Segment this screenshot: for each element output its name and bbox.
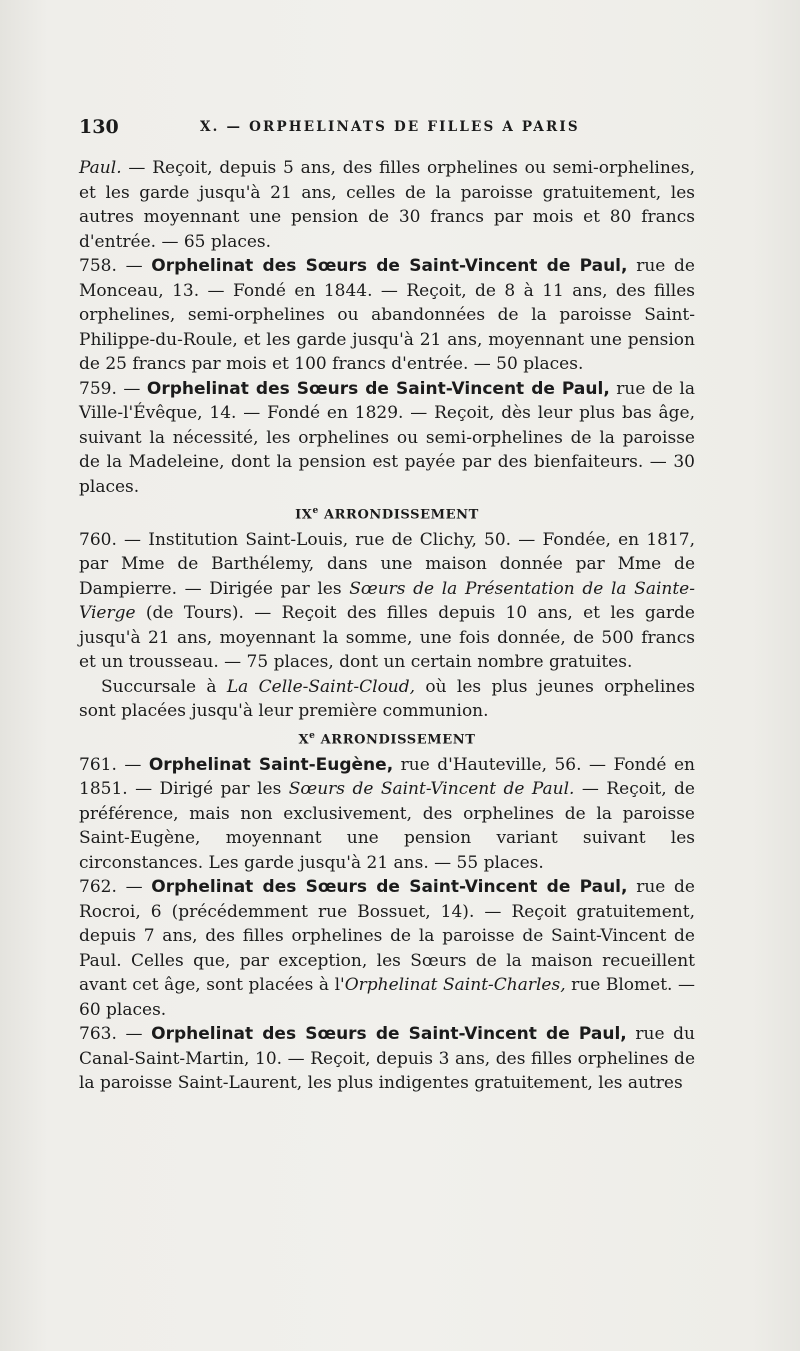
entry-italic: La Celle-Saint-Cloud, [226, 676, 416, 697]
entry-text: rue de Rocroi, 6 (précédemment rue Bossuet, 14). — Reçoit gratuitement, depuis 7 ans, des filles orphelines de la paroisse de Saint-Vincent de Paul. Celles que, par exception, les Sœurs de la maison recueillent avant cet âge, sont placées à l' [79, 877, 695, 996]
entry-title: Orphelinat des Sœurs de Saint-Vincent de Paul, [151, 256, 628, 276]
section-heading-x [79, 724, 695, 753]
entry-text: — Reçoit, de préférence, mais non exclusivement, des orphelines de la paroisse Saint-Eugène, moyennant une pension variant suivant les circonstances. Les garde jusqu'à 21 ans. — 55 places. [79, 779, 695, 873]
section-sup: e [309, 730, 316, 741]
entry-text: rue de Monceau, 13. — Fondé en 1844. — Reçoit, de 8 à 11 ans, des filles orphelines, semi-orphelines ou abandonnées de la paroisse Saint-Philippe-du-Roule, et les garde jusqu'à 21 ans, moyennant une pension de 25 francs par mois et 100 francs d'entrée. — 50 places. [79, 256, 695, 374]
entry-text: rue du Canal-Saint-Martin, 10. — Reçoit, depuis 3 ans, des filles orphelines de la paroisse Saint-Laurent, les plus indigentes gratuitement, les autres [79, 1024, 695, 1094]
entry-number: 760. — [79, 529, 149, 550]
entry-762 [79, 875, 695, 1022]
section-sup: e [312, 506, 319, 516]
entry-text: rue de Clichy, 50. — Fondée, en 1817, par Mme de Barthélemy, dans une maison donnée par Mme de Dampierre. — Dirigée par les [79, 529, 695, 599]
section-label: ARRONDISSEMENT [318, 507, 479, 523]
entry-text: — Reçoit, depuis 5 ans, des filles orphelines ou semi-orphelines, et les garde jusqu'à 21 ans, celles de la paroisse gratuitement, les autres moyennant une pension de 30 francs par mois et 80 francs d'entrée. — 65 places. [79, 158, 695, 252]
entry-title: Institution Saint-Louis, [148, 529, 349, 550]
entry-italic: Sœurs de Saint-Vincent de Paul. [288, 779, 575, 800]
section-heading-ix [79, 499, 695, 528]
page-header [79, 116, 695, 146]
entry-759 [79, 377, 695, 500]
entry-number: 762. — [79, 877, 152, 898]
section-label: ARRONDISSEMENT [315, 732, 476, 748]
entry-757-continuation [79, 156, 695, 254]
entry-text: rue Blomet. — 60 places. [79, 975, 696, 1020]
entry-italic: Orphelinat Saint-Charles, [344, 975, 566, 996]
entry-760-succursale [79, 675, 695, 724]
entry-number: 759. — [79, 378, 147, 399]
entry-title: Orphelinat des Sœurs de Saint-Vincent de Paul, [151, 1024, 627, 1045]
entry-761 [79, 753, 695, 876]
entry-number: 761. — [79, 754, 149, 775]
entry-title: Orphelinat Saint-Eugène, [148, 754, 394, 775]
entry-italic: Paul. [79, 158, 122, 178]
entry-758 [79, 254, 695, 377]
entry-text: Succursale à [101, 676, 227, 697]
entry-text: rue d'Hauteville, 56. — Fondé en 1851. — Dirigé par les [79, 754, 695, 800]
entry-text: rue de la Ville-l'Évêque, 14. — Fondé en 1829. — Reçoit, dès leur plus bas âge, suivant la nécessité, les orphelines ou semi-orphelines de la paroisse de la Madeleine, dont la pension est payée par des bienfaiteurs. — 30 places. [79, 378, 695, 497]
entry-title: Orphelinat des Sœurs de Saint-Vincent de Paul, [146, 378, 610, 399]
entry-number: 763. — [79, 1024, 152, 1045]
section-roman: X [298, 732, 310, 748]
running-title: X. — ORPHELINATS DE FILLES A PARIS [200, 119, 580, 135]
entry-760 [79, 528, 695, 675]
page-body [79, 156, 695, 1096]
section-roman: IX [295, 507, 313, 523]
entry-text: (de Tours). — Reçoit des filles depuis 10 ans, et les garde jusqu'à 21 ans, moyennant la somme, une fois donnée, de 500 francs et un trousseau. — 75 places, dont un certain nombre gratuites. [79, 603, 695, 673]
entry-text: où les plus jeunes orphelines sont placées jusqu'à leur première communion. [79, 676, 695, 722]
page-number: 130 [79, 116, 119, 138]
entry-italic: Sœurs de la Présentation de la Sainte-Vierge [79, 578, 695, 624]
entry-763 [79, 1022, 695, 1096]
entry-number: 758. — [79, 256, 152, 276]
entry-title: Orphelinat des Sœurs de Saint-Vincent de Paul, [151, 877, 628, 898]
